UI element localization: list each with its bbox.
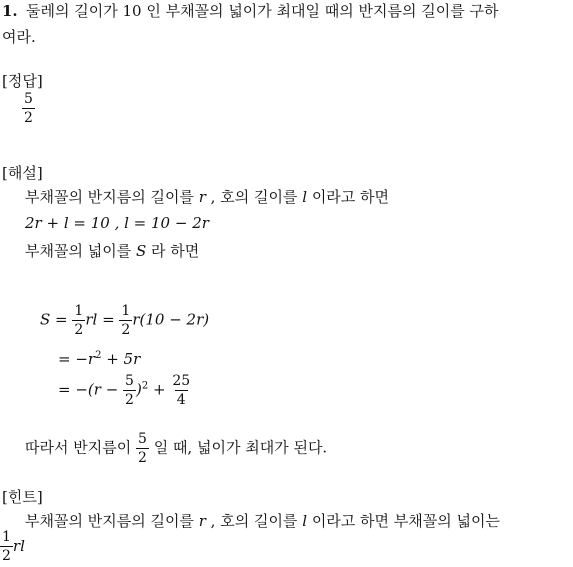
problem-text-line1: 둘레의 길이가 10 인 부채꼴의 넓이가 최대일 때의 반지름의 길이를 구하 <box>26 2 499 20</box>
answer-fraction <box>22 92 35 125</box>
explanation-conclusion <box>25 432 327 465</box>
hint-line1-text-b: , 호의 길이를 <box>210 512 298 530</box>
eq3-fraction-2-num: 25 <box>172 373 191 389</box>
eq1-lhs: S = <box>40 310 68 329</box>
hint-fraction-den: 2 <box>2 548 11 564</box>
explanation-var-s: S <box>135 242 147 260</box>
explanation-line1 <box>25 190 389 205</box>
eq1-fraction-1-num: 1 <box>74 303 84 319</box>
hint-fraction-tail: rl <box>12 537 25 555</box>
conclusion-fraction <box>136 432 149 465</box>
eq3-b: ) <box>135 380 142 399</box>
explanation-line3-text-a: 부채꼴의 넓이를 <box>25 242 132 260</box>
hint-label: [힌트] <box>2 488 43 506</box>
hint-line1-text-a: 부채꼴의 반지름의 길이를 <box>25 512 194 530</box>
explanation-line1-text-b: , 호의 길이를 <box>210 188 298 206</box>
eq3-fraction-2-den: 4 <box>176 392 186 408</box>
eq1-fraction-1 <box>72 304 85 337</box>
eq1-mid: rl = <box>85 310 115 329</box>
explanation-line3-text-b: 라 하면 <box>151 242 200 260</box>
eq3-a: = −(r − <box>58 380 119 399</box>
explanation-line2-equation: 2r + l = 10 , l = 10 − 2r <box>25 214 209 232</box>
equation-row-3 <box>58 374 192 407</box>
answer-numerator: 5 <box>24 91 33 107</box>
conclusion-fraction-den: 2 <box>137 450 147 466</box>
hint-var-l: l <box>302 512 308 530</box>
eq3-exponent: 2 <box>141 380 149 392</box>
hint-var-r: r <box>198 512 206 530</box>
explanation-line1-text-a: 부채꼴의 반지름의 길이를 <box>25 188 194 206</box>
hint-line1-text-c: 이라고 하면 부채꼴의 넓이는 <box>311 512 500 530</box>
eq3-fraction-1 <box>123 374 136 407</box>
answer-label: [정답] <box>2 72 43 90</box>
problem-text-line2: 여라. <box>2 28 36 46</box>
eq2-a: = −r <box>58 350 96 368</box>
conclusion-text-a: 따라서 반지름이 <box>25 438 132 457</box>
hint-formula <box>0 530 25 563</box>
explanation-label: [해설] <box>2 164 43 182</box>
eq3-fraction-2 <box>170 374 192 407</box>
hint-fraction-num: 1 <box>2 529 11 545</box>
hint-line1 <box>25 514 500 529</box>
eq1-fraction-2-num: 1 <box>121 303 131 319</box>
eq1-fraction-2 <box>119 304 132 337</box>
conclusion-text-b: 일 때, 넓이가 최대가 된다. <box>153 438 328 457</box>
eq3-fraction-1-den: 2 <box>125 392 134 408</box>
eq3-c: + <box>148 380 166 399</box>
explanation-var-r: r <box>198 188 206 206</box>
answer-denominator: 2 <box>24 110 33 126</box>
equation-row-1 <box>40 304 209 337</box>
explanation-line1-text-c: 이라고 하면 <box>311 188 390 206</box>
eq1-fraction-1-den: 2 <box>74 322 84 338</box>
eq3-fraction-1-num: 5 <box>125 373 134 389</box>
explanation-var-l: l <box>302 188 308 206</box>
equation-row-2 <box>58 351 140 367</box>
eq1-tail: r(10 − 2r) <box>132 310 210 329</box>
eq1-fraction-2-den: 2 <box>121 322 131 338</box>
eq2-b: + 5r <box>101 350 141 368</box>
conclusion-fraction-num: 5 <box>137 431 147 447</box>
hint-fraction <box>0 530 13 563</box>
explanation-line3 <box>25 244 199 259</box>
problem-number: 1. <box>2 2 18 20</box>
answer-value <box>22 92 35 125</box>
eq2-exponent: 2 <box>95 350 102 361</box>
